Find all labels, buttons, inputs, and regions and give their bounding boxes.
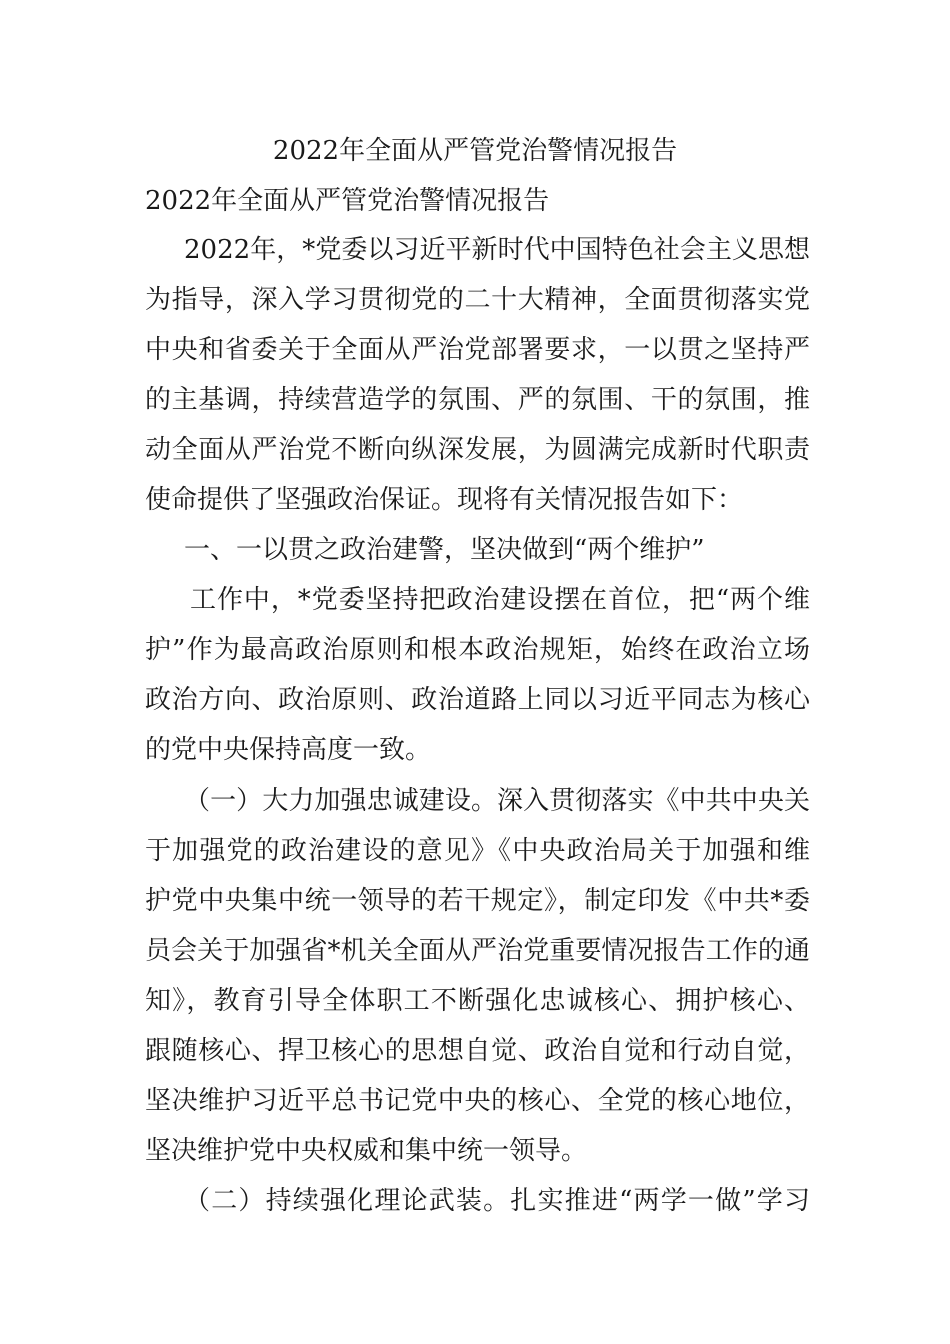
paragraph-line: 护党中央集中统一领导的若干规定》，制定印发《中共*委	[145, 886, 810, 916]
paragraph-line: 工作中，*党委坚持把政治建设摆在首位，把“两个维	[190, 585, 810, 615]
paragraph-line: 跟随核心、捍卫核心的思想自觉、政治自觉和行动自觉，	[145, 1036, 810, 1066]
paragraph-line: 政治方向、政治原则、政治道路上同以习近平同志为核心	[145, 685, 810, 715]
paragraph-line: 中央和省委关于全面从严治党部署要求，一以贯之坚持严	[145, 335, 810, 365]
paragraph-line: 知》，教育引导全体职工不断强化忠诚核心、拥护核心、	[145, 986, 810, 1016]
paragraph-line: 员会关于加强省*机关全面从严治党重要情况报告工作的通	[145, 936, 810, 966]
paragraph-line: 动全面从严治党不断向纵深发展，为圆满完成新时代职责	[145, 435, 810, 465]
paragraph-line: 的主基调，持续营造学的氛围、严的氛围、干的氛围，推	[145, 385, 810, 415]
paragraph-line: 的党中央保持高度一致。	[145, 735, 432, 765]
paragraph-line: 坚决维护习近平总书记党中央的核心、全党的核心地位，	[145, 1086, 810, 1116]
document-subtitle: 2022年全面从严管党治警情况报告	[145, 186, 550, 216]
section-heading: 一、一以贯之政治建警，坚决做到“两个维护”	[184, 535, 705, 565]
paragraph-line: 为指导，深入学习贯彻党的二十大精神，全面贯彻落实党	[145, 285, 810, 315]
paragraph-line: 坚决维护党中央权威和集中统一领导。	[145, 1136, 588, 1166]
paragraph-line: （一）大力加强忠诚建设。深入贯彻落实《中共中央关	[184, 786, 810, 816]
paragraph-line: 护”作为最高政治原则和根本政治规矩，始终在政治立场	[145, 635, 810, 665]
paragraph-line: （二）持续强化理论武装。扎实推进“两学一做”学习	[184, 1186, 810, 1216]
paragraph-line: 2022年，*党委以习近平新时代中国特色社会主义思想	[184, 235, 810, 265]
document-title: 2022年全面从严管党治警情况报告	[272, 136, 678, 166]
paragraph-line: 于加强党的政治建设的意见》《中央政治局关于加强和维	[145, 836, 810, 866]
paragraph-line: 使命提供了坚强政治保证。现将有关情况报告如下：	[145, 485, 744, 515]
